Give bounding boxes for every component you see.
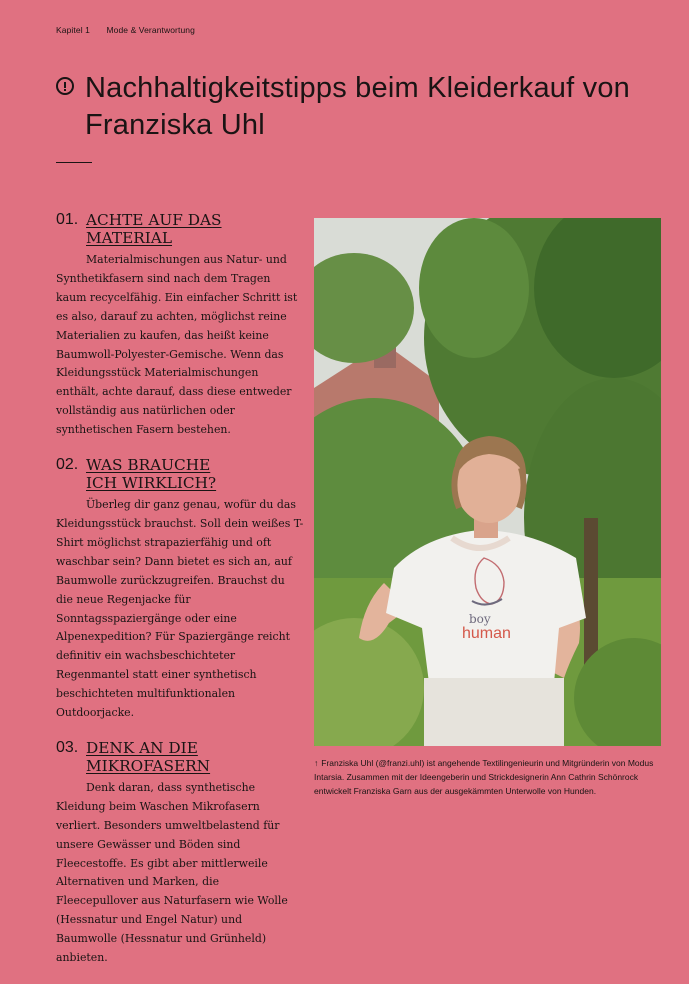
shirt-print-boy: boy [469,612,491,626]
chapter-label: Kapitel 1 [56,25,90,35]
tip-body: Materialmischungen aus Natur- und Synthetikfasern sind nach dem Tragen kaum recycelfähig. Ein einfacher Schritt ist es also, darauf zu achten, möglichst reine Materialien zu kaufen, das heißt keine Baumwoll-Polyester-Gemische. Wenn das Kleidungsstück Materialmischungen enthält, achte darauf, dass diese entweder vollständig aus natürlichen oder synthetischen Fasern bestehen. [56,253,298,437]
tip-item [56,211,304,440]
tip-title: WAS BRAUCHE ICH WIRKLICH? [86,456,217,493]
exclamation-circle-icon [56,77,74,95]
title-divider [56,162,92,163]
tips-list [56,211,304,984]
tip-number: 01. [56,211,79,228]
caption-text: Franziska Uhl (@franzi.uhl) ist angehende Textilingenieurin und Mitgründerin von Modus Intarsia. Zusammen mit der Ideengeberin und Strickdesignerin Ann Cathrin Schönrock entwickelt Franziska Garn aus der ausgekämmten Unterwolle von Hunden. [314,758,654,796]
tip-number: 03. [56,738,79,756]
arrow-up-icon: ↑ [314,758,319,768]
tip-number: 02. [56,456,79,474]
running-head [56,25,209,35]
tip-title: DENK AN DIE MIKROFASERN [86,738,211,775]
portrait-photo [314,218,661,746]
page-title: Nachhaltigkeitstipps beim Kleiderkauf von Franziska Uhl [85,72,630,141]
photo-caption [314,756,661,798]
tip-title: ACHTE AUF DAS MATERIAL [86,211,222,247]
shirt-print-human: human [462,625,511,642]
title-block [56,70,656,144]
tip-item [56,456,304,723]
section-label: Mode & Verantwortung [106,25,195,35]
tip-body: Überleg dir ganz genau, wofür du das Kleidungsstück brauchst. Soll dein weißes T-Shirt möglichst strapazierfähig und oft waschbar sein? Dann bietet es sich an, auf Baumwolle zurückzugreifen. Brauchst du die neue Regenjacke für Sonntagsspaziergänge oder eine Alpenexpedition? Für Spaziergänge reicht definitiv ein wachsbeschichteter Regenmantel statt einer synthetisch beschichteten multifunktionalen Outdoorjacke. [56,498,304,720]
tip-item [56,739,304,968]
tip-body: Denk daran, dass synthetische Kleidung beim Waschen Mikrofasern verliert. Besonders umweltbelastend für unsere Gewässer und Böden sind Fleecestoffe. Es gibt aber mittlerweile Alternativen und Marken, die Fleecepullover aus Naturfasern wie Wolle (Hessnatur und Engel Natur) und Baumwolle (Hessnatur und Grünheld) anbieten. [56,780,288,965]
